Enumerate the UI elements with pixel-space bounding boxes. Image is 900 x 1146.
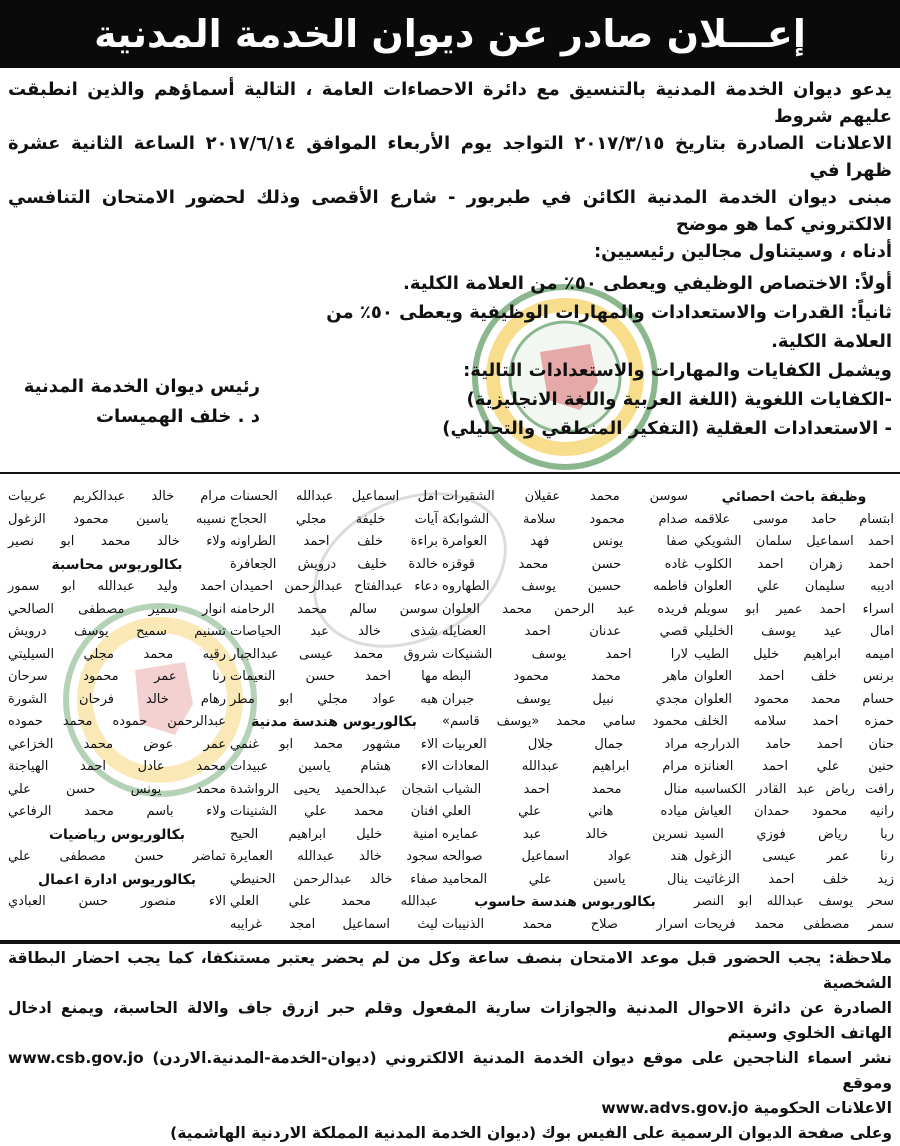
- note-line: ملاحظة: يجب الحضور قبل موعد الامتحان بنصف ساعة وكل من لم يحضر يعتبر مستنكفا، كما يجب احضار البطاقة الشخصية: [8, 949, 892, 992]
- candidate-name: تماضر حسن مصطفى علي: [8, 849, 226, 864]
- candidate-name: حنان احمد حامد الدرارجه: [694, 736, 894, 752]
- candidate-name: تسنيم سميح يوسف درويش: [8, 624, 226, 639]
- candidate-name: محمود سامي محمد «يوسف قاسم»: [442, 714, 688, 729]
- candidate-name: صفاء خالد عبدالرحمن الحنيطي: [230, 871, 438, 887]
- section-heading: بكالوريوس رياضيات: [48, 826, 186, 843]
- candidate-name: محمد عادل احمد الهياجنة: [8, 759, 226, 774]
- candidate-name: نسرين خالد عبد عمايره: [442, 826, 688, 842]
- candidate-name: رقيه محمد مجلي السيليتي: [8, 646, 226, 662]
- candidate-name: احمد اسماعيل سلمان الشويكي: [694, 534, 894, 549]
- candidate-name: مها احمد حسن النعيمات: [230, 669, 438, 684]
- point-5: - الاستعدادات العقلية (التفكير المنطقي والتحليلي): [442, 418, 892, 439]
- candidate-name: اسرار صلاح محمد الذنيبات: [442, 916, 688, 932]
- candidate-name: سحر يوسف عبدالله ابو النصر: [694, 894, 894, 909]
- notes-section: [8, 946, 892, 1146]
- names-column-4: [8, 486, 226, 914]
- section-heading: وظيفة باحث احصائي: [721, 489, 867, 505]
- candidate-name: حسام محمد محمود العلوان: [694, 691, 894, 707]
- divider-bottom: [0, 940, 900, 944]
- candidate-name: سمر مصطفى محمد فريحات: [694, 916, 894, 932]
- candidate-name: الاء منصور حسن العبادي: [8, 894, 226, 909]
- signature-block: [10, 372, 260, 432]
- signature-position: رئيس ديوان الخدمة المدنية: [23, 376, 260, 397]
- intro-line: أدناه ، وسيتناول مجالين رئيسيين:: [593, 241, 892, 262]
- candidate-name: محمد يونس حسن علي: [8, 781, 226, 797]
- note-line: نشر اسماء الناجحين على موقع ديوان الخدمة المدنية الالكتروني (ديوان-الخدمة-المدنية.الاردن) www.csb.gov.jo وموقع: [8, 1049, 892, 1092]
- candidate-name: شذى خالد عبد الحياصات: [230, 624, 438, 639]
- candidate-name: سوسن محمد عقيلان الشقيرات: [442, 489, 688, 504]
- signature-name: د . خلف الهميسات: [95, 406, 260, 427]
- candidate-name: برنس خلف احمد العلوان: [694, 669, 894, 684]
- candidate-name: عمر عوض محمد الخزاعي: [8, 736, 226, 752]
- point-3: ويشمل الكفايات والمهارات والاستعدادات التالية:: [463, 360, 892, 381]
- candidate-name: امل اسماعيل عبدالله الحسنات: [230, 489, 438, 504]
- section-heading: بكالوريوس هندسة مدنية: [251, 714, 417, 730]
- candidate-name: مياده هاني علي العلي: [442, 804, 688, 819]
- candidate-name: اشجان عبدالحميد يحيى الرواشدة: [230, 781, 438, 797]
- candidate-name: لارا احمد يوسف الشنيكات: [442, 646, 688, 662]
- candidate-name: ابتسام حامد موسى علاقمه: [694, 511, 894, 527]
- section-heading: بكالوريوس ادارة اعمال: [37, 871, 197, 888]
- candidate-name: هبه عواد مجلي ابو مطر: [230, 691, 438, 707]
- candidate-name: دعاء عبدالفتاح عبدالرحمن احميدان: [230, 579, 438, 594]
- candidate-name: احمد زهران احمد الكلوب: [694, 556, 894, 572]
- names-column-2: [442, 486, 688, 936]
- candidate-name: مرام ابراهيم عبدالله المعادات: [442, 759, 688, 774]
- candidate-name: ولاء خالد محمد ابو نصير: [8, 534, 226, 549]
- candidate-name: صفا يونس فهد العوامرة: [442, 534, 688, 549]
- candidate-name: سوسن سالم محمد الرحامنه: [230, 601, 438, 617]
- candidate-name: هند عواد اسماعيل صوالحه: [442, 849, 688, 864]
- exam-sections: [282, 269, 892, 443]
- note-line: الصادرة عن دائرة الاحوال المدنية والجوازات سارية المفعول وقلم حبر ازرق جاف والالة الحاسبة، ويمنع ادخال الهاتف الخلوي وسيتم: [8, 999, 892, 1042]
- candidate-name: نسيبه ياسين محمود الزغول: [8, 511, 226, 527]
- candidate-name: فريده عبد الرحمن محمد العلوان: [442, 601, 688, 617]
- candidate-name: رانيه محمود حمدان العياش: [694, 804, 894, 819]
- candidate-name: سجود خالد عبدالله العمايرة: [230, 849, 438, 864]
- candidate-name: الاء مشهور محمد ابو غنمي: [230, 736, 438, 752]
- candidate-name: عبدالرحمن حموده محمد حموده: [8, 714, 226, 729]
- candidate-name: ربا رياض فوزي السيد: [694, 826, 894, 842]
- divider-top: [0, 472, 900, 474]
- candidate-name: الاء هشام ياسين عبيدات: [230, 759, 438, 774]
- candidate-name: ولاء باسم محمد الرفاعي: [8, 804, 226, 819]
- candidate-name: مجدي نبيل يوسف جبران: [442, 691, 688, 707]
- candidate-name: رنا عمر محمود سرحان: [8, 669, 226, 684]
- candidate-name: رهام خالد فرحان الشورة: [8, 691, 226, 707]
- candidate-name: امنية خليل ابراهيم الحيح: [230, 826, 438, 842]
- intro-line: يدعو ديوان الخدمة المدنية بالتنسيق مع دائرة الاحصاءات العامة ، التالية أسماؤهم والذين انطبقت عليهم شروط: [8, 79, 892, 127]
- intro-line: الاعلانات الصادرة بتاريخ ٢٠١٧/٣/١٥ التواجد يوم الأربعاء الموافق ٢٠١٧/٦/١٤ الساعة الثانية عشرة ظهرا في: [8, 133, 892, 181]
- candidate-name: امال عيد يوسف الخليلي: [694, 624, 894, 639]
- candidate-name: افنان محمد علي الشنينات: [230, 804, 438, 819]
- candidate-name: حمزه احمد سلامه الخلف: [694, 714, 894, 729]
- intro-paragraph: [8, 76, 892, 265]
- candidate-name: رنا عمر عيسى الزغول: [694, 849, 894, 864]
- candidate-name: ماهر محمد محمود البطه: [442, 669, 688, 684]
- intro-line: مبنى ديوان الخدمة المدنية الكائن في طبربور - شارع الأقصى وذلك لحضور الامتحان التنافسي الالكتروني كما هو موضح: [8, 187, 892, 235]
- candidate-name: غاده حسن محمد قوقزه: [442, 556, 688, 572]
- note-line: وعلى صفحة الديوان الرسمية على الفيس بوك (ديوان الخدمة المدنية المملكة الاردنية الهاشمية): [170, 1124, 892, 1142]
- candidate-name: زيد خلف احمد الزغاتيت: [694, 871, 894, 887]
- candidate-name: فاطمه حسين يوسف الطهاروه: [442, 579, 688, 594]
- candidate-name: صدام محمود سلامة الشوابكة: [442, 511, 688, 527]
- candidate-name: ليث اسماعيل امجد غرايبه: [230, 916, 438, 932]
- candidate-name: قصي عدنان احمد العضايله: [442, 624, 688, 639]
- candidate-name: رافت رياض عبد القادر الكساسبه: [694, 781, 894, 797]
- candidate-name: ينال ياسين علي المحاميد: [442, 871, 688, 887]
- candidate-name: اديبه سليمان علي العلوان: [694, 579, 894, 594]
- names-column-3: [230, 486, 438, 936]
- section-heading: بكالوريوس هندسة حاسوب: [474, 894, 656, 910]
- candidate-name: مرام خالد عبدالكريم عربيات: [8, 489, 226, 504]
- point-2: ثانياً: القدرات والاستعدادات والمهارات الوظيفية ويعطى ٥٠٪ من العلامة الكلية.: [326, 302, 892, 352]
- candidate-name: اسراء احمد عمير ابو سويلم: [694, 601, 894, 617]
- candidate-name: شروق محمد عيسى عبدالجبار: [230, 646, 438, 662]
- point-1: أولاً: الاختصاص الوظيفي ويعطى ٥٠٪ من العلامة الكلية.: [403, 273, 892, 294]
- candidate-name: عبدالله محمد علي العلي: [230, 894, 438, 909]
- candidate-name: آيات خليفة مجلي الحجاج: [230, 511, 438, 527]
- section-heading: بكالوريوس محاسبة: [51, 556, 183, 573]
- announcement-title: إعـــلان صادر عن ديوان الخدمة المدنية: [94, 12, 806, 56]
- names-column-1: [694, 486, 894, 936]
- point-4: -الكفايات اللغوية (اللغة العربية واللغة الانجليزية): [466, 389, 892, 410]
- candidate-name: حنين علي احمد العنانزه: [694, 759, 894, 774]
- candidate-name: انوار سمير مصطفى الصالحي: [8, 601, 226, 617]
- candidate-name: اميمه ابراهيم خليل الطيب: [694, 646, 894, 662]
- candidate-name: براءة خلف احمد الطراونه: [230, 534, 438, 549]
- note-line: الاعلانات الحكومية www.advs.gov.jo: [601, 1099, 892, 1117]
- candidate-name: مراد جمال جلال العربيات: [442, 736, 688, 752]
- title-banner: [0, 0, 900, 68]
- candidate-name: منال محمد احمد الشياب: [442, 781, 688, 797]
- candidate-name: خالدة خليف درويش الجعافرة: [230, 556, 438, 572]
- candidate-name: احمد وليد عبدالله ابو سمور: [8, 579, 226, 594]
